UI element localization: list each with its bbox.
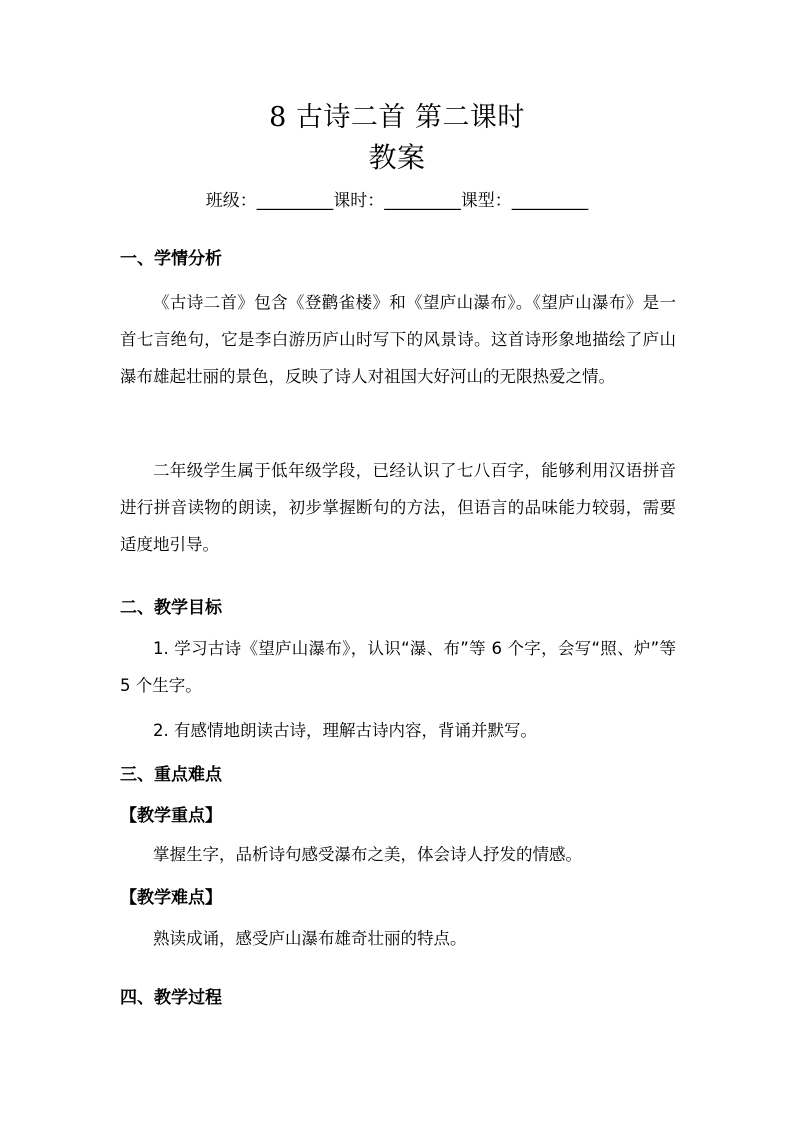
difficulty-label: 【教学难点】: [120, 888, 222, 908]
document-title: 8 古诗二首 第二课时: [269, 102, 525, 133]
section-heading-key-points: 三、重点难点: [120, 765, 222, 785]
key-point-label: 【教学重点】: [120, 806, 222, 826]
section-heading-teaching-goals: 二、教学目标: [120, 598, 222, 618]
class-info-line: 班级：_________课时：_________课型：_________: [205, 191, 589, 211]
document-subtitle: 教案: [368, 141, 426, 174]
difficulty-text: 熟读成诵，感受庐山瀑布雄奇壮丽的特点。: [153, 929, 467, 948]
paragraph-student-level: 二年级学生属于低年级学段，已经认识了七八百字，能够利用汉语拼音进行拼音读物的朗读，初步掌握断句的方法，但语言的品味能力较弱，需要适度地引导。: [120, 461, 676, 554]
section-heading-student-analysis: 一、学情分析: [120, 249, 222, 269]
goal-item-1: 1. 学习古诗《望庐山瀑布》，认识“瀑、布”等 6 个字，会写“照、炉”等 5 个生字。: [120, 639, 676, 695]
section-heading-teaching-process: 四、教学过程: [120, 988, 222, 1008]
paragraph-poem-intro: 《古诗二首》包含《登鹳雀楼》和《望庐山瀑布》。《望庐山瀑布》是一首七言绝句，它是李白游历庐山时写下的风景诗。这首诗形象地描绘了庐山瀑布雄起壮丽的景色，反映了诗人对祖国大好河山的无限热爱之情。: [120, 293, 676, 386]
goal-item-2: 2. 有感情地朗读古诗，理解古诗内容，背诵并默写。: [153, 721, 537, 740]
key-point-text: 掌握生字，品析诗句感受瀑布之美，体会诗人抒发的情感。: [153, 845, 582, 864]
